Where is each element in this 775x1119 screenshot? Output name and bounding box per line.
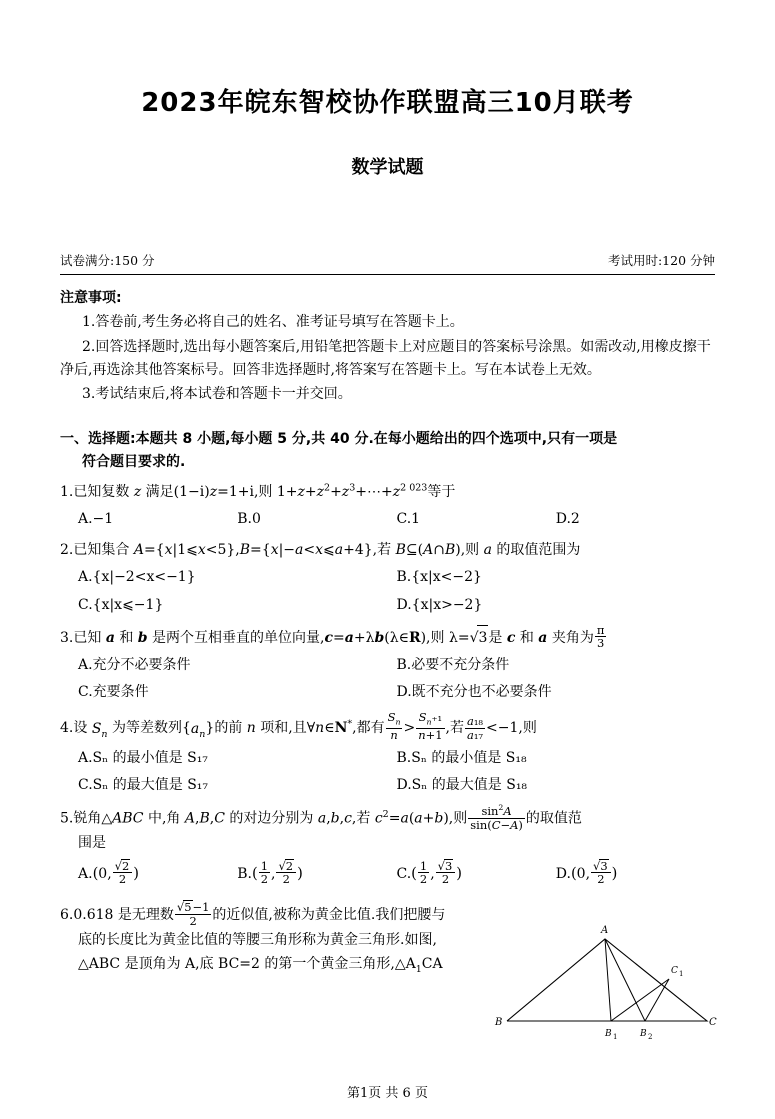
option-c: C.充要条件	[78, 684, 149, 701]
question-3	[60, 624, 715, 705]
svg-text:C: C	[671, 966, 678, 976]
question-5-options	[60, 859, 715, 887]
option-a: A.充分不必要条件	[78, 657, 191, 674]
svg-text:C: C	[709, 1017, 717, 1028]
svg-text:B: B	[495, 1017, 503, 1028]
question-2-options-row1	[60, 565, 715, 589]
notice-item: 2.回答选择题时,选出每小题答案后,用铅笔把答题卡上对应题目的答案标号涂黑。如需改动,用橡皮擦干净后,再选涂其他答案标号。回答非选择题时,将答案写在答题卡上。写在本试卷上无效。	[60, 338, 711, 378]
question-1-options	[60, 507, 715, 531]
question-4	[60, 711, 715, 796]
question-5-number: 5.	[60, 810, 74, 827]
option-d: D.{x|x>−2}	[396, 596, 483, 613]
svg-text:B: B	[605, 1029, 612, 1039]
option-d: D.(0, $\frac{√3}{2}$ )	[555, 858, 618, 887]
section-one-text: 本题共 8 小题,每小题 5 分,共 40 分.在每小题给出的四个选项中,只有一项是	[135, 430, 618, 447]
question-1-number: 1.	[60, 484, 74, 501]
option-c: C.1	[396, 511, 421, 528]
question-3-options-row2	[60, 680, 715, 704]
question-2-options-row2	[60, 593, 715, 617]
section-one-text-cont: 符合题目要求的.	[82, 453, 186, 470]
option-d: D.2	[555, 511, 580, 528]
question-5-stem-cont: 围是	[78, 835, 106, 852]
header-divider	[60, 274, 715, 275]
option-a: A.Sₙ 的最小值是 S₁₇	[78, 749, 208, 766]
question-3-options-row1	[60, 653, 715, 677]
question-3-number: 3.	[60, 629, 74, 646]
page-footer: 第1页 共 6 页	[347, 1086, 428, 1101]
option-a: A.{x|−2<x<−1}	[78, 569, 196, 586]
notice-item: 1.答卷前,考生务必将自己的姓名、准考证号填写在答题卡上。	[82, 314, 464, 331]
notice-title: 注意事项:	[60, 290, 122, 307]
question-3-stem: 3.已知 a 和 b 是两个互相垂直的单位向量,c=a+λb(λ∈R),则 λ=√3是 c 和 a 夹角为 $\frac{\pi}{3}$	[60, 622, 605, 651]
option-b: B.必要不充分条件	[396, 657, 510, 674]
exam-total-score: 试卷满分:150 分	[60, 253, 155, 269]
page-subtitle: 数学试题	[351, 157, 424, 179]
option-a: A.(0, $\frac{√2}{2}$ )	[78, 858, 139, 887]
option-a: A.−1	[78, 511, 114, 528]
question-6-stem-line2: 底的长度比为黄金比值的等腰三角形称为黄金三角形.如图,	[78, 931, 437, 948]
question-6-number: 6.	[60, 907, 74, 924]
svg-text:1: 1	[613, 1033, 618, 1041]
option-b: B.( $\frac{1}{2}$ , $\frac{√2}{2}$ )	[237, 858, 303, 887]
svg-text:B: B	[640, 1029, 647, 1039]
exam-duration: 考试用时:120 分钟	[607, 253, 715, 269]
question-1	[60, 480, 715, 531]
svg-text:A: A	[601, 925, 609, 936]
svg-text:2: 2	[648, 1033, 653, 1041]
notice-block	[60, 287, 715, 406]
section-one-label: 一、选择题:	[60, 430, 136, 447]
notice-item: 3.考试结束后,将本试卷和答题卡一并交回。	[82, 386, 352, 403]
option-d: D.Sₙ 的最大值是 S₁₈	[396, 776, 528, 793]
question-4-number: 4.	[60, 720, 74, 737]
page-title: 2023年皖东智校协作联盟高三10月联考	[141, 88, 634, 118]
option-c: C.( $\frac{1}{2}$ , $\frac{√3}{2}$ )	[396, 858, 462, 887]
svg-text:1: 1	[679, 970, 684, 978]
question-2-number: 2.	[60, 542, 74, 559]
question-4-stem: 4.设 $S_n$ 为等差数列$\{a_n\}$的前 n 项和,且∀n∈N*,都有 $\frac{S_n}{n}$ > $\frac{S_n_{+1}}{n+1}$ ,若 $\frac{\text{a₁₈}}{\text{a₁₇}}$ <−1,则	[60, 710, 537, 742]
question-1-stem: 1.已知复数 z 满足(1−i)z=1+i,则 $1+z+z^2+z^3+\cdots+z^{2 023}$等于	[60, 482, 456, 501]
question-6-stem-line1: 6.0.618 是无理数 $\frac{√5-1}{2}$ 的近似值,被称为黄金比值.我们把腰与	[60, 900, 446, 929]
question-6	[60, 900, 530, 978]
question-2-stem: 2.已知集合 A={x|1⩽x<5},B={x|−a<x⩽a+4},若 B⊆(A∩B),则 a 的取值范围为	[60, 542, 581, 559]
exam-info	[60, 251, 715, 274]
option-b: B.Sₙ 的最小值是 S₁₈	[396, 749, 527, 766]
question-5-stem: 5.锐角△ABC 中,角 A,B,C 的对边分别为 a,b,c,若 $c^2=a(a+b)$,则 $\frac{\sin^2A}{\sin(C-A)}$ 的取值范	[60, 802, 582, 832]
option-b: B.0	[237, 511, 261, 528]
question-2	[60, 538, 715, 616]
golden-triangle-figure	[493, 921, 723, 1041]
question-4-options-row1	[60, 746, 715, 770]
option-d: D.既不充分也不必要条件	[396, 684, 552, 701]
section-one-heading	[60, 428, 715, 473]
question-4-options-row2	[60, 773, 715, 797]
question-6-stem-line3: △ABC 是顶角为 A,底 BC=2 的第一个黄金三角形$,\triangle A_1CA$	[78, 956, 443, 975]
option-b: B.{x|x<−2}	[396, 569, 482, 586]
option-c: C.{x|x⩽−1}	[78, 596, 164, 613]
option-c: C.Sₙ 的最大值是 S₁₇	[78, 776, 209, 793]
question-5	[60, 804, 715, 886]
